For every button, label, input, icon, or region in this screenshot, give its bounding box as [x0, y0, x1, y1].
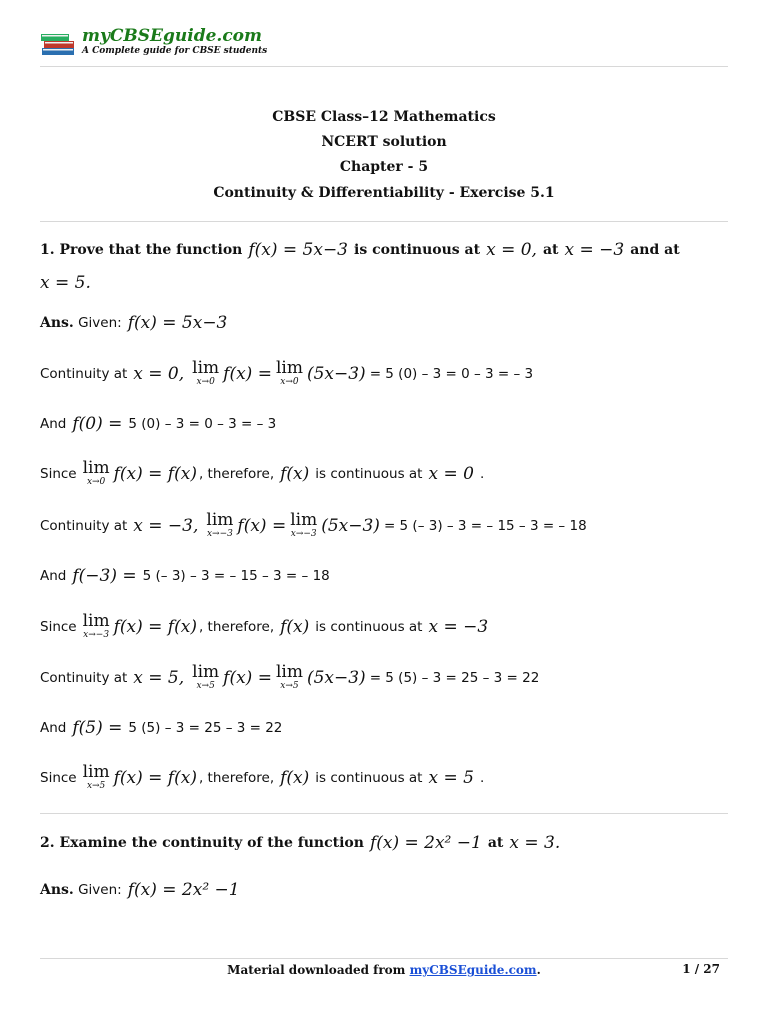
continuity-at-minus-3: Continuity at x = −3, lim x→−3 f(x) = lim x→−3 (5x−3) = 5 (– 3) – 3 = – 15 – 3 = – 18	[40, 510, 587, 539]
exercise-title: Continuity & Differentiability - Exercise 5.1	[213, 185, 555, 201]
footer: Material downloaded from myCBSEguide.com.	[227, 963, 541, 977]
footer-link[interactable]: myCBSEguide.com	[409, 963, 537, 977]
brand-name: myCBSEguide.com	[82, 26, 263, 46]
since-continuous-at-0: Since lim x→0 f(x) = f(x) , therefore, f(x) is continuous at x = 0 .	[40, 458, 485, 487]
page-number: 1 / 27	[682, 962, 720, 976]
section-divider	[40, 221, 728, 222]
since-continuous-at-5: Since lim x→5 f(x) = f(x) , therefore, f(x) is continuous at x = 5 .	[40, 762, 485, 791]
doc-subtitle: NCERT solution	[321, 134, 447, 150]
value-at-0: And f(0) = 5 (0) – 3 = 0 – 3 = – 3	[40, 414, 277, 434]
answer-2-given: Ans. Given: f(x) = 2x² −1	[40, 880, 240, 900]
doc-title: CBSE Class–12 Mathematics	[272, 109, 496, 125]
books-icon	[40, 30, 78, 58]
value-at-minus-3: And f(−3) = 5 (– 3) – 3 = – 15 – 3 = – 18	[40, 566, 330, 586]
question-2: 2. Examine the continuity of the function f(x) = 2x² −1 at x = 3.	[40, 833, 561, 853]
question-divider	[40, 813, 728, 814]
chapter-title: Chapter - 5	[339, 159, 429, 175]
question-1: 1. Prove that the function f(x) = 5x−3 is continuous at x = 0, at x = −3 and at	[40, 240, 680, 260]
footer-divider	[40, 958, 728, 959]
answer-1-given: Ans. Given: f(x) = 5x−3	[40, 313, 228, 333]
question-1-cont: x = 5.	[40, 273, 91, 293]
brand-tagline: A Complete guide for CBSE students	[82, 46, 268, 56]
header-divider	[40, 66, 728, 67]
value-at-5: And f(5) = 5 (5) – 3 = 25 – 3 = 22	[40, 718, 283, 738]
site-logo[interactable]	[40, 26, 268, 62]
continuity-at-0: Continuity at x = 0, lim x→0 f(x) = lim x→0 (5x−3) = 5 (0) – 3 = 0 – 3 = – 3	[40, 358, 534, 387]
continuity-at-5: Continuity at x = 5, lim x→5 f(x) = lim x→5 (5x−3) = 5 (5) – 3 = 25 – 3 = 22	[40, 662, 540, 691]
since-continuous-at-minus-3: Since lim x→−3 f(x) = f(x) , therefore, f(x) is continuous at x = −3	[40, 611, 489, 640]
